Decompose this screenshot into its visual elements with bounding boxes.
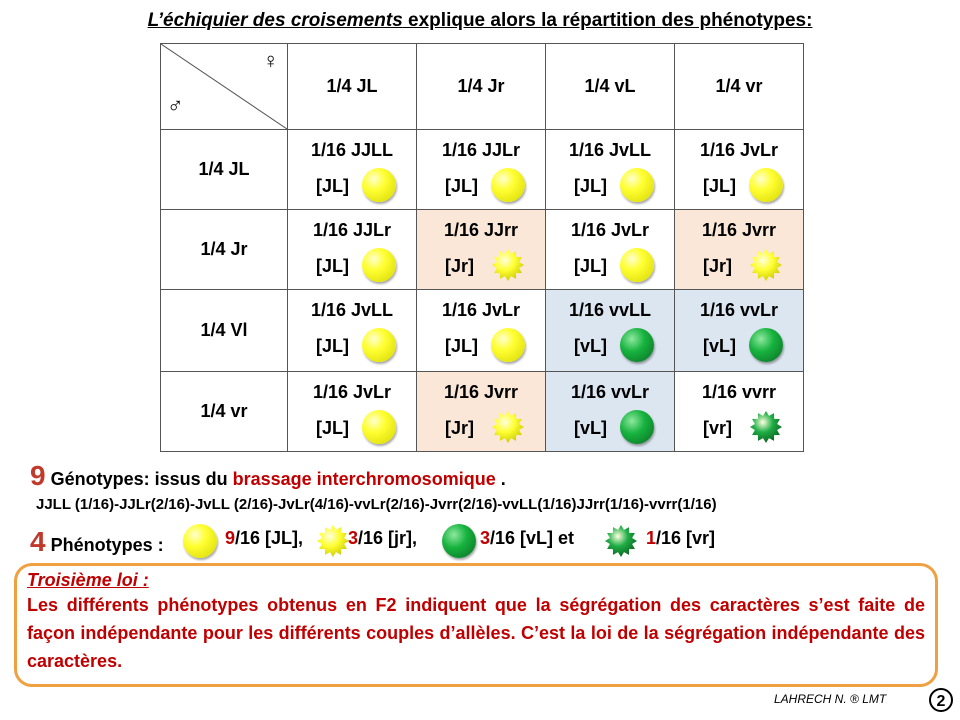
green-wrinkled-icon [604, 524, 638, 563]
cell-r2-c2 [546, 290, 675, 372]
genotype-list: JJLL (1/16)-JJLr(2/16)-JvLL (2/16)-JvLr(4/16)-vvLr(2/16)-Jvrr(2/16)-vvLL(1/16)JJrr(1/16)-vvrr(1/16) [36, 496, 717, 513]
cell-r1-c0 [288, 210, 417, 290]
corner-cell [161, 44, 288, 130]
phenotype-num: 9 [225, 528, 236, 548]
genotype-label: 1/16 JJrr [443, 220, 519, 240]
phenotype-label: [vL] [574, 336, 607, 356]
cell-r0-c2 [546, 130, 675, 210]
phenotype-num: 3 [348, 528, 359, 548]
genotype-label: 1/16 vvrr [701, 382, 777, 402]
cell-r1-c1 [417, 210, 546, 290]
phenotype-label: [vr] [703, 418, 733, 438]
page-title [0, 10, 960, 32]
yellow-wrinkled-icon [749, 248, 783, 287]
genotype-label: 1/16 vvLL [568, 300, 652, 320]
yellow-round-icon [749, 168, 783, 202]
phenotype-count: 4 [30, 526, 46, 557]
title-rest: explique alors la répartition des phénotypes: [402, 10, 813, 31]
green-round-icon [620, 410, 654, 444]
male-symbol: ♂ [167, 93, 184, 118]
phenotype-text: /16 [JL], [235, 528, 304, 548]
cell-r0-c3 [675, 130, 804, 210]
genotype-label: 1/16 JJLr [312, 220, 392, 240]
yellow-round-icon [620, 168, 654, 202]
phenotype-label: [JL] [316, 256, 349, 276]
green-round-icon [442, 524, 476, 558]
phenotype-label: [vL] [703, 336, 736, 356]
yellow-round-icon [362, 168, 396, 202]
genotype-label: 1/16 Jvrr [701, 220, 777, 240]
col-header: 1/4 vL [546, 44, 675, 130]
cell-r0-c1 [417, 130, 546, 210]
phenotype-num: 1 [646, 528, 657, 548]
author-signature: LAHRECH N. ® LMT [774, 692, 887, 706]
punnett-square [160, 43, 804, 452]
yellow-round-icon [491, 328, 525, 362]
phenotype-label: [JL] [316, 418, 349, 438]
row-header: 1/4 Vl [161, 290, 288, 372]
yellow-wrinkled-icon [491, 248, 525, 287]
phenotype-text: /16 [vL] et [490, 528, 575, 548]
row-header: 1/4 vr [161, 372, 288, 452]
phenotype-num: 3 [480, 528, 491, 548]
row-header: 1/4 JL [161, 130, 288, 210]
green-wrinkled-icon [749, 410, 783, 449]
phenotype-label: [JL] [703, 176, 736, 196]
female-symbol: ♀ [262, 48, 279, 73]
row-header: 1/4 Jr [161, 210, 288, 290]
cell-r2-c3 [675, 290, 804, 372]
phenotype-text: /16 [vr] [656, 528, 716, 548]
yellow-round-icon [362, 328, 396, 362]
genotype-label: 1/16 vvLr [570, 382, 650, 402]
genotype-label: 1/16 Jvrr [443, 382, 519, 402]
phenotype-label: [JL] [574, 256, 607, 276]
phenotype-label: [vL] [574, 418, 607, 438]
yellow-round-icon [362, 248, 396, 282]
phenotype-text: /16 [jr], [358, 528, 418, 548]
cell-r1-c2 [546, 210, 675, 290]
green-round-icon [749, 328, 783, 362]
table-row [161, 210, 804, 290]
cell-r3-c1 [417, 372, 546, 452]
genotype-label: 1/16 vvLr [699, 300, 779, 320]
genotype-label: 1/16 JvLr [699, 140, 779, 160]
yellow-wrinkled-icon [491, 410, 525, 449]
table-row [161, 130, 804, 210]
cell-r3-c3 [675, 372, 804, 452]
yellow-round-icon [620, 248, 654, 282]
law-heading: Troisième loi : [27, 570, 149, 590]
col-header: 1/4 Jr [417, 44, 546, 130]
genotype-label: 1/16 JvLr [441, 300, 521, 320]
phenotypes-label: Phénotypes : [45, 535, 164, 555]
yellow-round-icon [183, 524, 217, 558]
phenotype-label: [Jr] [445, 418, 475, 438]
genotype-count: 9 [30, 460, 46, 491]
genotype-label: 1/16 JJLr [441, 140, 521, 160]
yellow-round-icon [491, 168, 525, 202]
table-row [161, 290, 804, 372]
genotype-label: 1/16 JvLL [310, 300, 394, 320]
cell-r2-c0 [288, 290, 417, 372]
genotype-label: 1/16 JvLL [568, 140, 652, 160]
phenotype-label: [JL] [316, 336, 349, 356]
law-text: Les différents phénotypes obtenus en F2 indiquent que la ségrégation des caractères s’est faite de façon indépendante pour les différents couples d’allèles. C’est la loi de la ségrégation indépendante des caractères. [27, 595, 925, 671]
green-round-icon [620, 328, 654, 362]
genotypes-label: Génotypes: issus du [45, 469, 233, 489]
cell-r1-c3 [675, 210, 804, 290]
table-row [161, 372, 804, 452]
cell-r2-c1 [417, 290, 546, 372]
cell-r3-c0 [288, 372, 417, 452]
law-box [14, 563, 938, 687]
phenotype-label: [JL] [445, 336, 478, 356]
col-header: 1/4 vr [675, 44, 804, 130]
phenotype-label: [JL] [445, 176, 478, 196]
phenotype-label: [Jr] [445, 256, 475, 276]
genotypes-heading [30, 460, 506, 492]
yellow-wrinkled-icon [316, 524, 350, 563]
cell-r3-c2 [546, 372, 675, 452]
genotype-label: 1/16 JvLr [312, 382, 392, 402]
phenotype-label: [Jr] [703, 256, 733, 276]
phenotype-label: [JL] [574, 176, 607, 196]
col-header: 1/4 JL [288, 44, 417, 130]
page-number: 2 [929, 688, 953, 712]
phenotype-label: [JL] [316, 176, 349, 196]
genotype-label: 1/16 JvLr [570, 220, 650, 240]
genotypes-end: . [495, 469, 506, 489]
yellow-round-icon [362, 410, 396, 444]
title-italic: L’échiquier des croisements [147, 10, 403, 31]
cell-r0-c0 [288, 130, 417, 210]
genotypes-highlight: brassage interchromosomique [232, 469, 496, 489]
genotype-label: 1/16 JJLL [310, 140, 394, 160]
